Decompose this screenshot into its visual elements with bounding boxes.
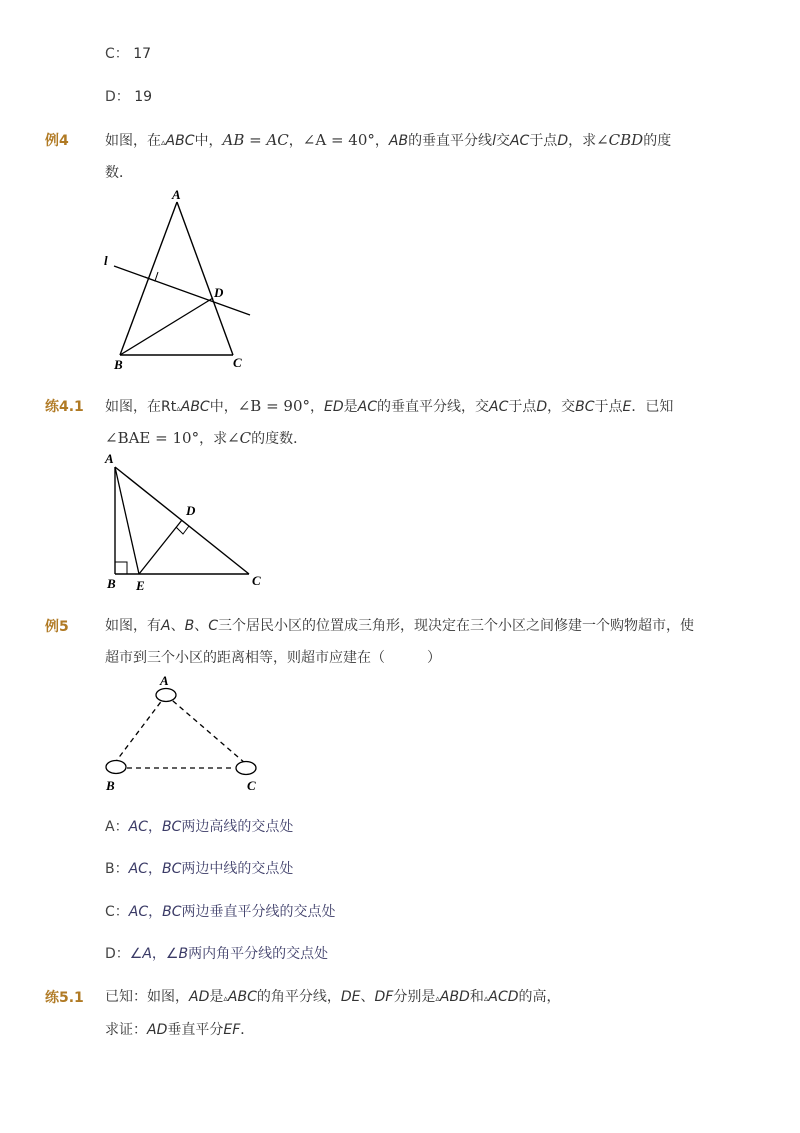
exercise-5-1-text-line2: 求证：AD垂直平分EF． bbox=[105, 1022, 255, 1038]
perpendicular-bisector-l bbox=[114, 266, 250, 315]
point-c-label: C bbox=[247, 778, 256, 793]
line-l-label: l bbox=[104, 253, 108, 268]
point-e-label: E bbox=[136, 578, 145, 593]
right-angle-mark-d bbox=[176, 526, 189, 534]
point-c-label: C bbox=[233, 355, 242, 370]
example-5-option-d[interactable]: D：∠A，∠B两内角平分线的交点处 bbox=[105, 946, 329, 962]
example-4-text-line2: 数． bbox=[105, 165, 133, 181]
example-5-text-line1: 如图，有A、B、C三个居民小区的位置成三角形，现决定在三个小区之间修建一个购物超市，使 bbox=[105, 618, 694, 634]
point-a-label: A bbox=[105, 451, 114, 466]
option-value: 17 bbox=[133, 46, 152, 62]
point-b-label: B bbox=[114, 357, 123, 372]
segment-ed bbox=[139, 520, 182, 574]
dashed-ac bbox=[166, 695, 245, 763]
community-a bbox=[156, 689, 176, 702]
right-angle-mark bbox=[145, 272, 158, 281]
example-5-option-b[interactable]: B：AC，BC两边中线的交点处 bbox=[105, 861, 294, 877]
example-5-option-a[interactable]: A：AC，BC两边高线的交点处 bbox=[105, 819, 294, 835]
example-5-text-line2: 超市到三个小区的距离相等，则超市应建在（ ） bbox=[105, 650, 441, 666]
prev-option-c bbox=[105, 44, 151, 64]
community-b bbox=[106, 761, 126, 774]
exercise-4-1-text-line2: ∠BAE = 10°，求∠C的度数． bbox=[105, 429, 308, 447]
point-b-label: B bbox=[107, 576, 116, 591]
example-4-label: 例4 bbox=[45, 133, 69, 149]
point-d-label: D bbox=[186, 503, 196, 518]
right-angle-mark-b bbox=[115, 562, 127, 574]
exercise-4-1-text-line1: 如图，在Rt▵ABC中，∠B = 90°，ED是AC的垂直平分线，交AC于点D，交BC于点E．已知 bbox=[105, 397, 674, 415]
segment-bd bbox=[120, 298, 213, 355]
point-a-label: A bbox=[172, 187, 181, 202]
example-5-label: 例5 bbox=[45, 619, 69, 635]
option-key: C： bbox=[105, 46, 129, 62]
community-c bbox=[236, 762, 256, 775]
option-value: 19 bbox=[134, 89, 153, 105]
exercise-5-1-text-line1: 已知：如图，AD是▵ABC的角平分线，DE、DF分别是▵ABD和▵ACD的高， bbox=[105, 989, 561, 1005]
example-5-figure bbox=[100, 670, 270, 800]
option-key: D： bbox=[105, 89, 130, 105]
point-a-label: A bbox=[160, 673, 169, 688]
point-b-label: B bbox=[106, 778, 115, 793]
side-ac bbox=[177, 202, 233, 355]
example-4-figure bbox=[100, 185, 260, 375]
point-d-label: D bbox=[214, 285, 224, 300]
example-5-option-c[interactable]: C：AC，BC两边垂直平分线的交点处 bbox=[105, 904, 336, 920]
exercise-5-1-label: 练5.1 bbox=[45, 990, 84, 1006]
dashed-ab bbox=[117, 695, 166, 760]
point-c-label: C bbox=[252, 573, 261, 588]
prev-option-d bbox=[105, 87, 152, 107]
exercise-4-1-label: 练4.1 bbox=[45, 399, 84, 415]
exercise-4-1-figure bbox=[100, 450, 270, 595]
example-4-text-line1: 如图，在▵ABC中，AB = AC，∠A = 40°，AB的垂直平分线l交AC于点D，求∠CBD的度 bbox=[105, 131, 672, 149]
